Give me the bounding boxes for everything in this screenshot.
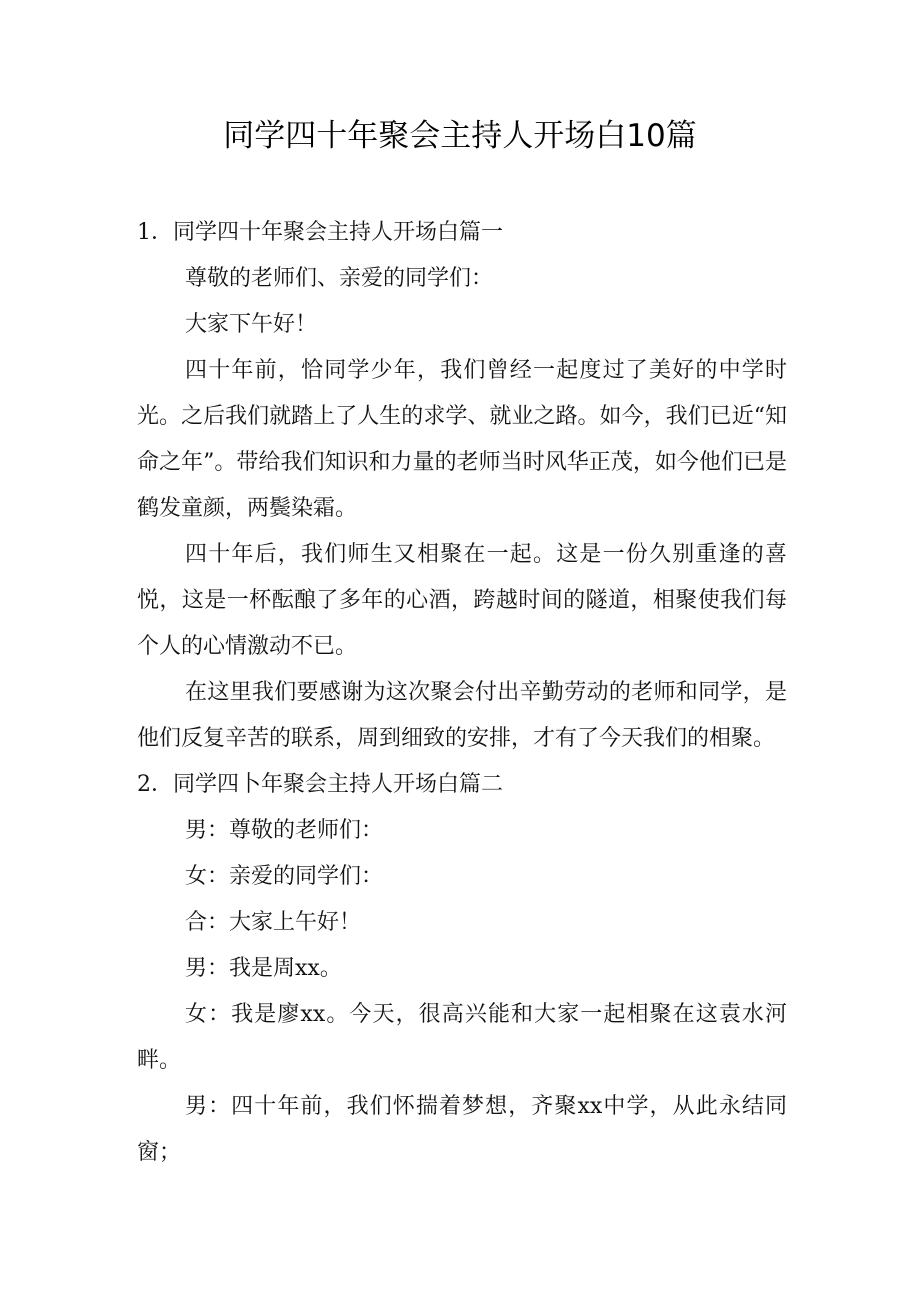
paragraph: 男：四十年前，我们怀揣着梦想，齐聚xx中学，从此永结同窗； — [137, 1094, 787, 1165]
paragraph: 女：亲爱的同学们： — [185, 864, 384, 889]
paragraph: 男：我是周xx。 — [185, 956, 342, 981]
paragraph: 女：我是廖xx。今天，很高兴能和大家一起相聚在这袁水河畔。 — [137, 1002, 787, 1073]
paragraph: 尊敬的老师们、亲爱的同学们： — [185, 266, 494, 291]
paragraph: 在这里我们要感谢为这次聚会付出辛勤劳动的老师和同学，是他们反复辛苦的联系，周到细致的安排，才有了今天我们的相聚。 — [137, 680, 787, 751]
paragraph: 四十年后，我们师生又相聚在一起。这是一份久别重逢的喜悦，这是一杯酝酿了多年的心酒，跨越时间的隧道，相聚使我们每个人的心情激动不已。 — [137, 542, 787, 659]
paragraph: 四十年前，恰同学少年，我们曾经一起度过了美好的中学时光。之后我们就踏上了人生的求学、就业之路。如今，我们已近“知命之年”。带给我们知识和力量的老师当时风华正茂，如今他们已是鹤发童颜，两鬓染霜。 — [137, 358, 787, 521]
paragraph: 大家下午好！ — [185, 312, 318, 337]
section-1-heading: 1．同学四十年聚会主持人开场白篇一 — [137, 220, 503, 245]
section-2-heading: 2．同学四卜年聚会主持人开场白篇二 — [137, 772, 503, 797]
document-body — [137, 210, 787, 1176]
paragraph: 男：尊敬的老师们： — [185, 818, 384, 843]
document-title: 同学四十年聚会主持人开场白10篇 — [223, 118, 697, 154]
paragraph: 合：大家上午好！ — [185, 910, 362, 935]
